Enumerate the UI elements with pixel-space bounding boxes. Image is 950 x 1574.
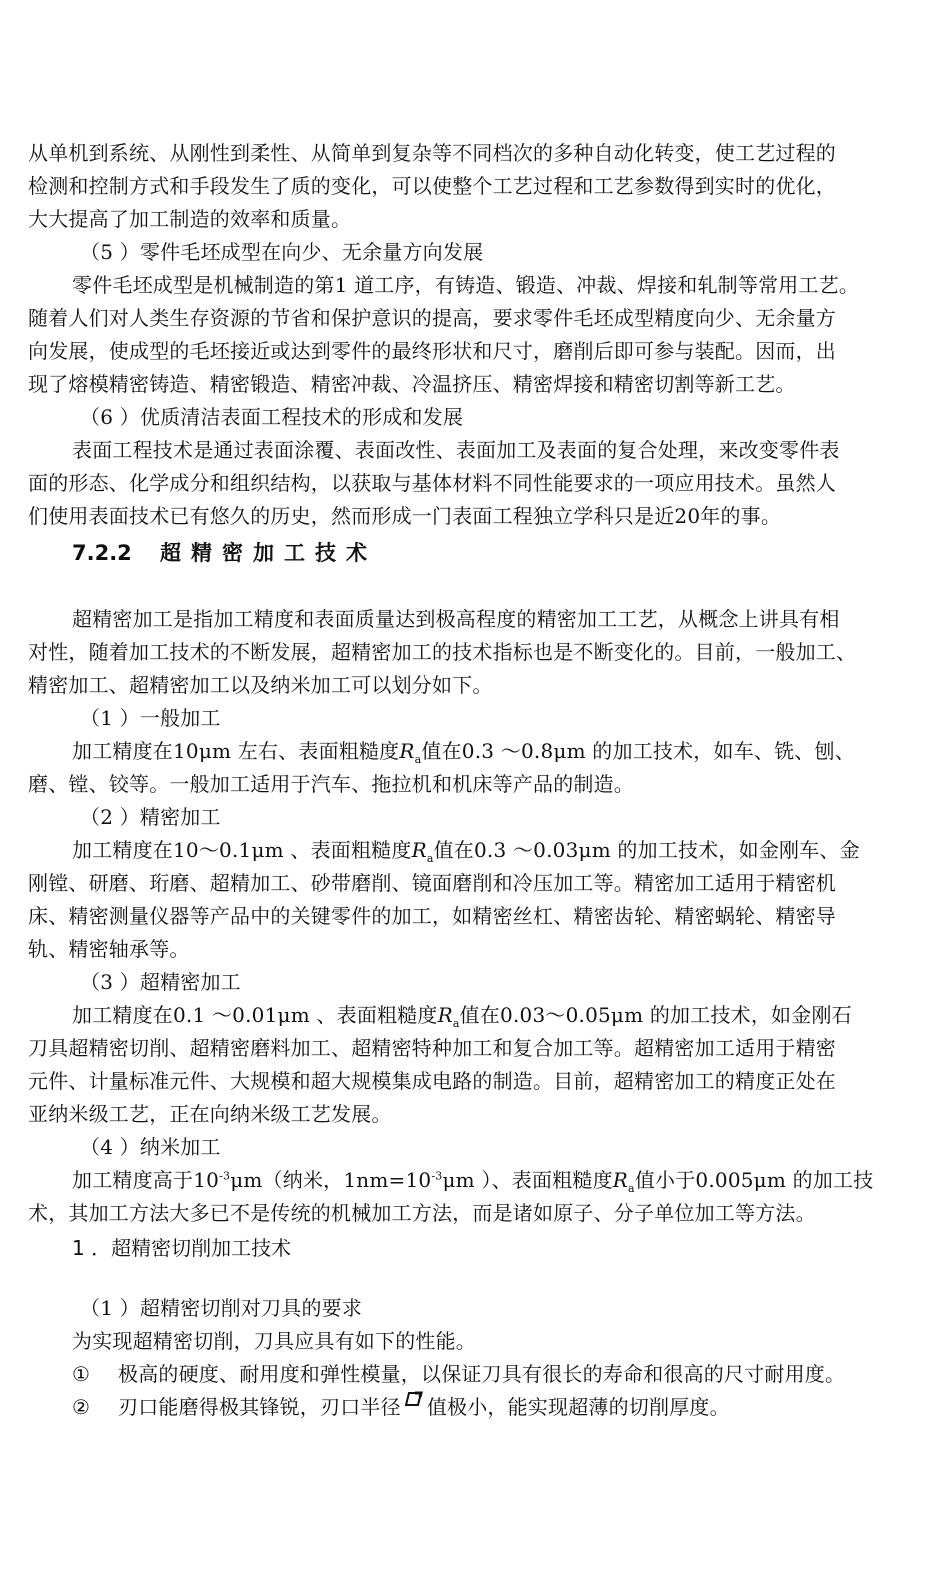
paragraph-line: 床、精密测量仪器等产品中的关键零件的加工，如精密丝杠、精密齿轮、精密蜗轮、精密导 xyxy=(28,904,836,928)
paragraph-line: 亚纳米级工艺，正在向纳米级工艺发展。 xyxy=(28,1102,392,1126)
item-heading: （3 ）超精密加工 xyxy=(80,970,241,994)
paragraph-line: 为实现超精密切削，刀具应具有如下的性能。 xyxy=(72,1329,476,1353)
paragraph-line: 磨、镗、铰等。一般加工适用于汽车、拖拉机和机床等产品的制造。 xyxy=(28,772,634,796)
subsection-heading: 1 ．超精密切削加工技术 xyxy=(72,1236,292,1260)
paragraph-line: 刀具超精密切削、超精密磨料加工、超精密特种加工和复合加工等。超精密加工适用于精密 xyxy=(28,1036,836,1060)
roughness-symbol: R xyxy=(399,739,415,763)
section-number: 7.2.2 xyxy=(72,541,132,565)
paragraph-line: 加工精度在10μm 左右、表面粗糙度$R_a$值在0.3 ～0.8μm 的加工技术，如车、铣、刨、 xyxy=(72,739,855,766)
item-heading: （1 ）超精密切削对刀具的要求 xyxy=(80,1296,363,1320)
paragraph-line: 刚镗、研磨、珩磨、超精加工、砂带磨削、镜面磨削和冷压加工等。精密加工适用于精密机 xyxy=(28,871,836,895)
paragraph-line: 加工精度高于$10^{-3}\mu m$（纳米，$1nm=10^{-3}\mu m$ ）、表面粗糙度$R_a$值小于0.005μm 的加工技 xyxy=(72,1168,874,1195)
paragraph-line: 从单机到系统、从刚性到柔性、从简单到复杂等不同档次的多种自动化转变，使工艺过程的 xyxy=(28,141,836,165)
list-item: ① 极高的硬度、耐用度和弹性模量，以保证刀具有很长的寿命和很高的尺寸耐用度。 xyxy=(28,1358,922,1391)
paragraph-line: 超精密加工是指加工精度和表面质量达到极高程度的精密加工工艺，从概念上讲具有相 xyxy=(72,607,840,631)
paragraph-line: 零件毛坯成型是机械制造的第1 道工序，有铸造、锻造、冲裁、焊接和轧制等常用工艺。 xyxy=(72,273,860,297)
paragraph-line: 面的形态、化学成分和组织结构，以获取与基体材料不同性能要求的一项应用技术。虽然人 xyxy=(28,471,836,495)
paragraph-line: 现了熔模精密铸造、精密锻造、精密冲裁、冷温挤压、精密焊接和精密切割等新工艺。 xyxy=(28,372,796,396)
paragraph-line: 术，其加工方法大多已不是传统的机械加工方法，而是诸如原子、分子单位加工等方法。 xyxy=(28,1201,816,1225)
paragraph-line: 对性，随着加工技术的不断发展，超精密加工的技术指标也是不断变化的。目前，一般加工、 xyxy=(28,640,857,664)
document-page xyxy=(28,137,922,1424)
paragraph-line: 精密加工、超精密加工以及纳米加工可以划分如下。 xyxy=(28,673,493,697)
item-heading: （5 ）零件毛坯成型在向少、无余量方向发展 xyxy=(80,240,484,264)
paragraph-line: 检测和控制方式和手段发生了质的变化，可以使整个工艺过程和工艺参数得到实时的优化， xyxy=(28,174,836,198)
paragraph-line: 大大提高了加工制造的效率和质量。 xyxy=(28,207,352,231)
item-heading: （2 ）精密加工 xyxy=(80,805,221,829)
item-heading: （1 ）一般加工 xyxy=(80,706,221,730)
paragraph-line: 向发展，使成型的毛坯接近或达到零件的最终形状和尺寸，磨削后即可参与装配。因而，出 xyxy=(28,339,836,363)
paragraph-line: 表面工程技术是通过表面涂覆、表面改性、表面加工及表面的复合处理，来改变零件表 xyxy=(72,438,840,462)
paragraph-line: 轨、精密轴承等。 xyxy=(28,937,190,961)
rho-symbol-icon xyxy=(405,1391,423,1407)
paragraph-line: 加工精度在0.1 ～0.01μm 、表面粗糙度$R_a$值在0.03～0.05μm 的加工技术，如金刚石 xyxy=(72,1003,852,1030)
list-marker: ① xyxy=(72,1362,91,1386)
paragraph-line: 们使用表面技术已有悠久的历史，然而形成一门表面工程独立学科只是近20年的事。 xyxy=(28,504,782,528)
roughness-symbol: R xyxy=(437,1003,453,1027)
section-heading xyxy=(28,533,922,573)
roughness-symbol: R xyxy=(411,838,427,862)
paragraph-line: 随着人们对人类生存资源的节省和保护意识的提高，要求零件毛坯成型精度向少、无余量方 xyxy=(28,306,836,330)
roughness-symbol: R xyxy=(612,1168,629,1192)
item-heading: （4 ）纳米加工 xyxy=(80,1135,221,1159)
paragraph-line: 元件、计量标准元件、大规模和超大规模集成电路的制造。目前，超精密加工的精度正处在 xyxy=(28,1069,836,1093)
list-marker: ② xyxy=(72,1395,91,1419)
paragraph-line: 加工精度在10～0.1μm 、表面粗糙度$R_a$值在0.3 ～0.03μm 的加工技术，如金刚车、金 xyxy=(72,838,860,865)
list-item: ② 刃口能磨得极其锋锐，刃口半径 值极小，能实现超薄的切削厚度。 xyxy=(28,1391,922,1424)
item-heading: （6 ）优质清洁表面工程技术的形成和发展 xyxy=(80,405,464,429)
section-title: 超精密加工技术 xyxy=(160,541,377,565)
